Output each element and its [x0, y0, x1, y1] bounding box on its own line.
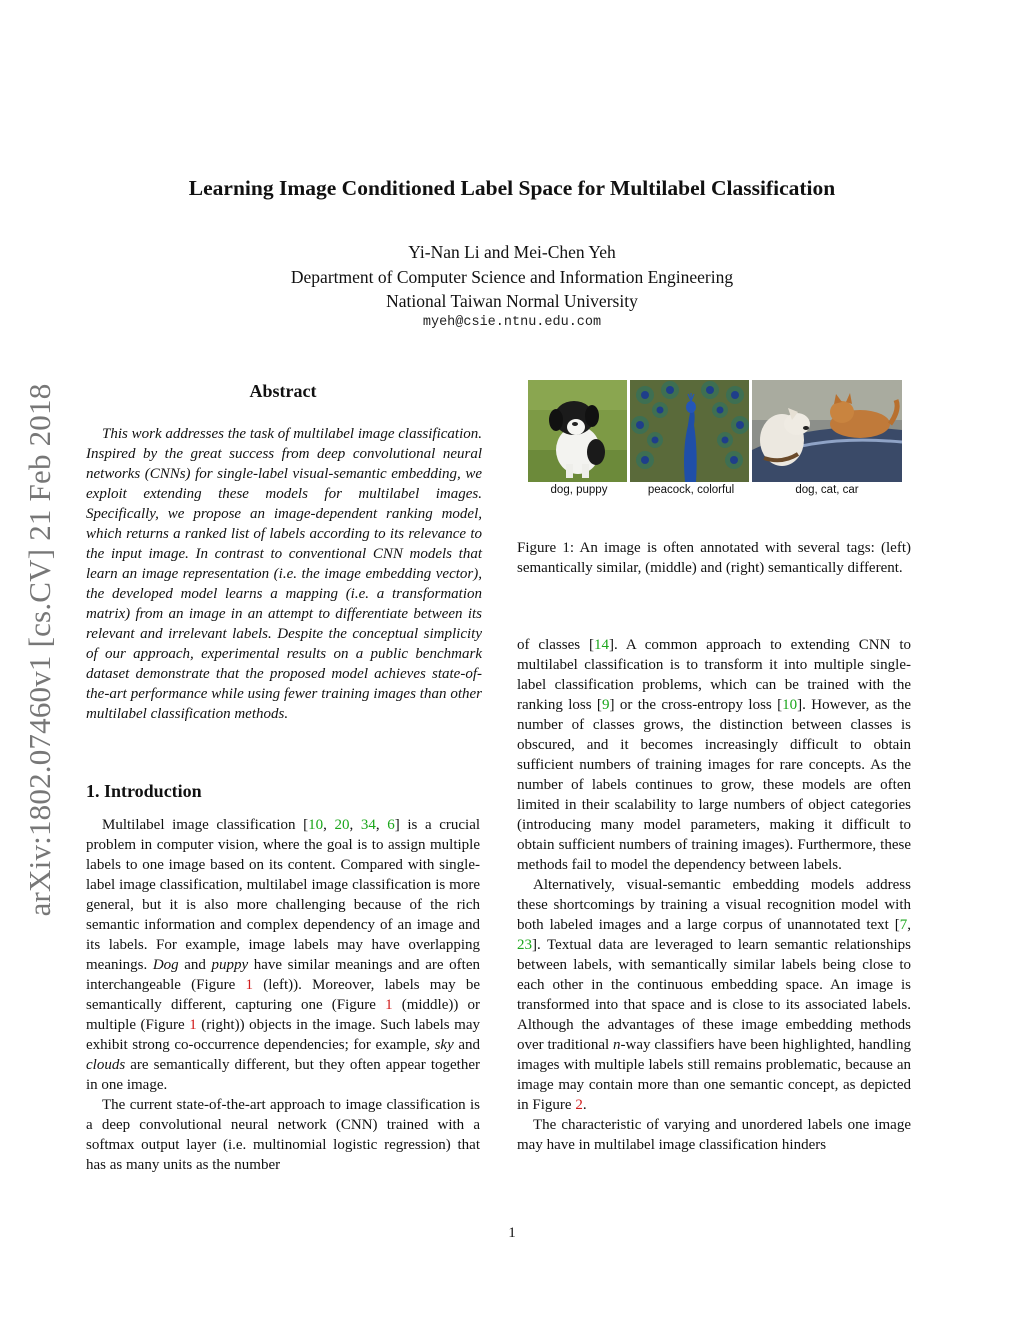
figure-label-right: dog, cat, car: [795, 484, 859, 496]
figure-ref-link[interactable]: 1: [245, 977, 253, 993]
peacock-illustration: [630, 380, 749, 482]
text-run: (middle)) or multiple (Figure: [86, 997, 480, 1033]
text-run: have similar meanings and are often interchangeable (Figure: [86, 957, 480, 993]
text-run: ,: [907, 917, 911, 933]
text-run: Multilabel image classification [: [102, 817, 309, 833]
author-block: [0, 240, 1024, 314]
text-run: are semantically different, but they often appear together in one image.: [86, 1057, 480, 1093]
emphasis-term: sky: [434, 1037, 454, 1053]
text-run: ] is a crucial problem in computer vision, where the goal is to assign multiple labels to one image based on its content. Compared with single-label image classification, multilabel image classification is more general, but it is also more challenging because of the rich semantic information and complex dependency of an image and its labels. For example, image labels may have overlapping meanings.: [86, 817, 481, 973]
page-number: 1: [508, 1225, 516, 1241]
figure-1-labels: [528, 484, 902, 496]
figure-1-images: [528, 380, 902, 482]
text-run: and: [453, 1037, 480, 1053]
right-column-body: [517, 635, 911, 1155]
puppy-photo: [528, 380, 627, 482]
figure-label-middle: peacock, colorful: [647, 484, 735, 496]
affiliation-department: Department of Computer Science and Information Engineering: [290, 266, 734, 287]
text-run: (right)) objects in the image. Such labels may exhibit strong co-occurrence dependencies; for example,: [86, 1017, 480, 1053]
citation-link[interactable]: 7: [899, 917, 908, 933]
paper-title: Learning Image Conditioned Label Space for Multilabel Classification: [188, 176, 836, 200]
citation-link[interactable]: 9: [601, 697, 610, 713]
right-paragraph-1: [517, 635, 911, 875]
citation-link[interactable]: 20: [334, 817, 350, 833]
affiliation-university: National Taiwan Normal University: [386, 291, 638, 311]
citation-link[interactable]: 10: [308, 817, 324, 833]
figure-ref-link[interactable]: 1: [385, 997, 393, 1013]
text-run: ,: [375, 817, 388, 833]
text-run: ] or the cross-entropy loss [: [609, 697, 783, 713]
math-variable: n: [613, 1037, 621, 1053]
text-run: -way classifiers have been highlighted, handling images with multiple labels still remains problematic, because an image may contain more than one semantic concept, as depicted in Figure: [517, 1037, 911, 1113]
author-email: myeh@csie.ntnu.edu.com: [422, 315, 602, 330]
intro-paragraph-1: [86, 815, 480, 1095]
citation-link[interactable]: 34: [360, 817, 376, 833]
text-run: ,: [349, 817, 361, 833]
emphasis-term: clouds: [86, 1057, 126, 1073]
figure-1-caption: Figure 1: An image is often annotated with several tags: (left) semantically similar, (middle) and (right) semantically different.: [517, 540, 911, 576]
emphasis-term: Dog: [152, 957, 179, 973]
figure-ref-link[interactable]: 1: [189, 1017, 197, 1033]
text-run: .: [582, 1097, 587, 1113]
dog-cat-car-photo: [752, 380, 902, 482]
figure-ref-link[interactable]: 2: [575, 1097, 583, 1113]
citation-link[interactable]: 14: [594, 637, 609, 653]
intro-paragraph-2: The current state-of-the-art approach to image classification is a deep convolutional neural network (CNN) trained with a softmax output layer (i.e. multinomial logistic regression) that has as many units as the number: [86, 1097, 480, 1173]
intro-body: [86, 815, 480, 1175]
arxiv-stamp: arXiv:1802.07460v1 [cs.CV] 21 Feb 2018: [22, 383, 57, 917]
abstract-body: [86, 424, 482, 724]
text-run: ]. Textual data are leveraged to learn semantic relationships between labels, with semantically similar labels being close to each other in the continuous embedding space. An image is transformed into that space and is close to its associated labels. Although the advantages of these image embedding methods over traditional: [517, 937, 911, 1053]
citation-link[interactable]: 6: [387, 817, 395, 833]
citation-link[interactable]: 10: [782, 697, 798, 713]
intro-heading: 1. Introduction: [86, 781, 202, 801]
peacock-photo: [630, 380, 749, 482]
right-paragraph-2: [517, 875, 911, 1115]
text-run: ,: [323, 817, 335, 833]
text-run: (left)). Moreover, labels may be semantically different, capturing one (Figure: [86, 977, 480, 1013]
authors: Yi-Nan Li and Mei-Chen Yeh: [408, 242, 616, 262]
puppy-illustration: [528, 380, 627, 482]
citation-link[interactable]: 23: [517, 937, 532, 953]
abstract-heading: Abstract: [249, 381, 317, 401]
text-run: and: [178, 957, 212, 973]
right-paragraph-3: The characteristic of varying and unordered labels one image may have in multilabel image classification hinders: [517, 1117, 911, 1153]
text-run: ]. A common approach to extending CNN to multilabel classification is to transform it into multiple single-label classification problems, which can be trained with the ranking loss [: [517, 637, 911, 713]
text-run: Alternatively, visual-semantic embedding models address these shortcomings by training a visual recognition model with both labeled images and a large corpus of unannotated text [: [517, 877, 911, 933]
text-run: of classes [: [517, 637, 594, 653]
dog-cat-car-illustration: [752, 380, 902, 482]
abstract-text: This work addresses the task of multilabel image classification. Inspired by the great success from deep convolutional neural networks (CNNs) for single-label visual-semantic embedding, we exploit extending these models for multilabel images. Specifically, we propose an image-dependent ranking model, which returns a ranked list of labels according to its relevance to the input image. In contrast to conventional CNN models that learn an image representation (i.e. the image embedding vector), the developed model learns a mapping (i.e. a transformation matrix) from an image in an attempt to differentiate between its relevant and irrelevant labels. Despite the conceptual simplicity of our approach, experimental results on a public benchmark dataset demonstrate that the proposed model achieves state-of-the-art performance while using fewer training images than other multilabel classification methods.: [86, 426, 482, 722]
text-run: ]. However, as the number of classes grows, the distinction between classes is obscured, and it becomes increasingly difficult to obtain sufficient numbers of training images for rare concepts. As the number of labels continues to grow, these models are often limited in their scalability to large numbers of object categories (introducing many model parameters, making it difficult to obtain sufficient numbers of training images). Furthermore, these methods fail to model the dependency between labels.: [517, 697, 911, 873]
emphasis-term: puppy: [211, 957, 249, 973]
figure-label-left: dog, puppy: [550, 484, 608, 496]
